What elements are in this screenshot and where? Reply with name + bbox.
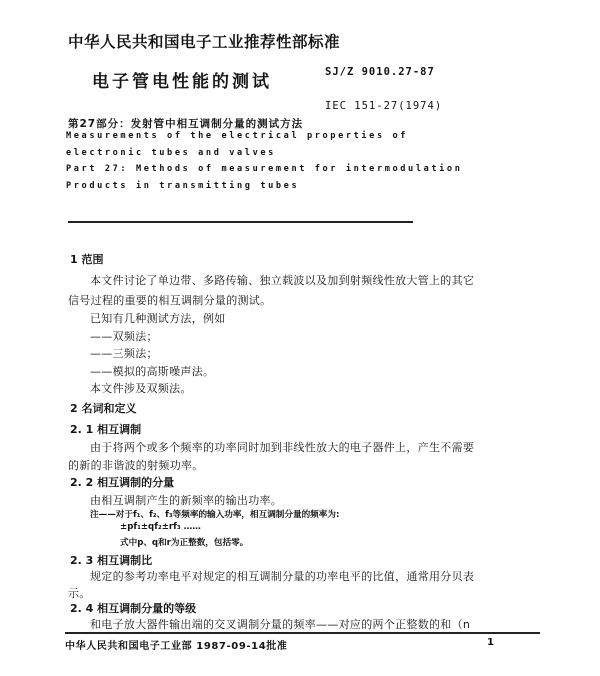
paragraph: 本文件涉及双频法。 <box>90 382 192 395</box>
paragraph: 示。 <box>68 587 91 600</box>
method-item: ——三频法； <box>90 347 158 360</box>
header-divider <box>68 221 413 223</box>
section-heading: 1 范围 <box>70 253 104 266</box>
method-item: ——模拟的高斯噪声法。 <box>90 365 215 378</box>
issuing-organization: 中华人民共和国电子工业推荐性部标准 <box>68 33 341 51</box>
english-title-line: Products in transmitting tubes <box>66 181 300 191</box>
subsection-heading: 2. 4 相互调制分量的等级 <box>70 602 197 615</box>
paragraph: 规定的参考功率电平对规定的相互调制分量的功率电平的比值，通常用分贝表 <box>90 570 475 583</box>
english-title-line: Part 27: Methods of measurement for intermodulation <box>66 164 463 174</box>
note-line: 注——对于f₁、f₂、f₃等频率的输入功率，相互调制分量的频率为: <box>90 510 340 520</box>
paragraph: 信号过程的重要的相互调制分量的测试。 <box>68 294 272 307</box>
subsection-heading: 2. 1 相互调制 <box>70 423 142 436</box>
iec-reference: IEC 151-27(1974) <box>325 100 443 112</box>
paragraph: 已知有几种测试方法，例如 <box>90 312 226 325</box>
document-title: 电子管电性能的测试 <box>92 72 272 92</box>
subsection-heading: 2. 3 相互调制比 <box>70 554 153 567</box>
paragraph: 本文件讨论了单边带、多路传输、独立载波以及加到射频线性放大管上的其它 <box>90 274 475 287</box>
subsection-heading: 2. 2 相互调制的分量 <box>70 476 175 489</box>
section-heading: 2 名词和定义 <box>70 402 137 415</box>
english-title-line: electronic tubes and valves <box>66 148 276 158</box>
footer-divider <box>65 632 540 634</box>
note-line: 式中p、q和r为正整数，包括零。 <box>120 538 249 548</box>
approval-line: 中华人民共和国电子工业部 1987-09-14批准 <box>65 641 288 652</box>
english-title-line: Measurements of the electrical properties of <box>66 131 409 141</box>
paragraph: 由于将两个或多个频率的功率同时加到非线性放大的电子器件上，产生不需要 <box>90 441 475 454</box>
standard-code: SJ/Z 9010.27-87 <box>325 66 435 78</box>
paragraph: 由相互调制产生的新频率的输出功率。 <box>90 494 283 507</box>
method-item: ——双频法； <box>90 330 158 343</box>
formula-line: ±pf₁±qf₂±rf₃ …… <box>120 522 201 532</box>
paragraph: 的新的非谐波的射频功率。 <box>68 459 204 472</box>
paragraph: 和电子放大器件输出端的交叉调制分量的频率——对应的两个正整数的和（n <box>90 618 471 631</box>
page-number: 1 <box>487 637 496 648</box>
part-title-cn: 第27部分：发射管中相互调制分量的测试方法 <box>68 118 304 130</box>
